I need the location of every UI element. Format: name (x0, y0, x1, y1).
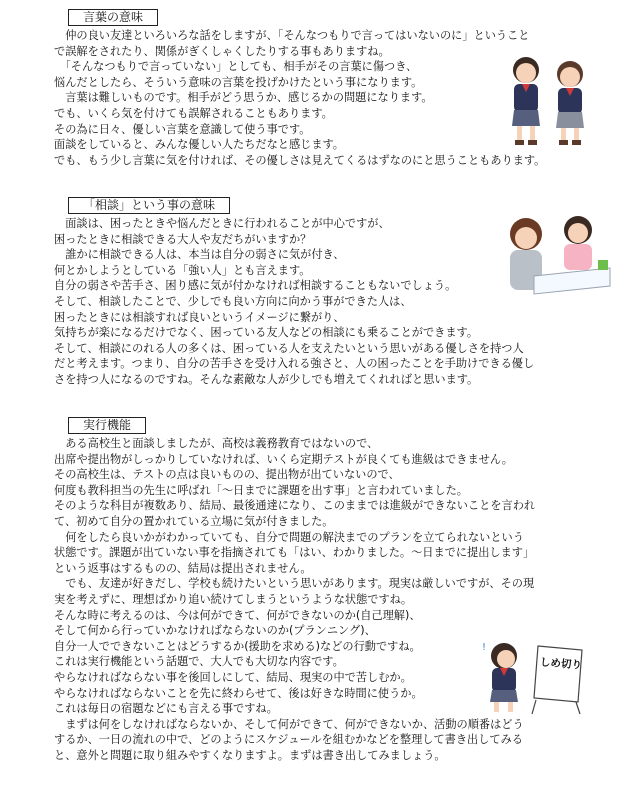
paragraph-line: まずは何をしなければならないか、そして何ができて、何ができないか、活動の順番はどう (54, 717, 524, 731)
paragraph-line: だと考えます。つまり、自分の苦手さを受け入れる強さと、人の困ったことを手助けできる優し (54, 357, 535, 371)
svg-text:!: ! (482, 642, 487, 653)
paragraph-line: 面談は、困ったときや悩んだときに行われることが中心ですが、 (54, 217, 390, 230)
schoolgirls-illustration (494, 48, 604, 148)
deadline-illustration (478, 636, 590, 716)
paragraph-line: そんな時に考えるのは、今は何ができて、何ができないのか(自己理解)、 (54, 608, 421, 622)
section-heading: 「相談」という事の意味 (68, 197, 230, 214)
paragraph-line: でも、友達が好きだし、学校も続けたいという思いがあります。現実は厳しいですが、その現 (54, 577, 535, 591)
paragraph-line: で誤解をされたり、関係がぎくしゃくしたりする事もありますね。 (54, 44, 390, 58)
paragraph-line: するか、一日の流れの中で、どのようにスケジュールを組むかなどを整理して書き出してみる (54, 733, 523, 747)
paragraph-line: 仲の良い友達といろいろな話をしますが、「そんなつもりで言ってはいないのに」ということ (54, 29, 530, 42)
paragraph-line: て、初めて自分の置かれている立場に気が付きました。 (54, 514, 334, 528)
paragraph-line: でも、もう少し言葉に気を付ければ、その優しさは見えてくるはずなのにと思うこともあります。 (54, 153, 546, 167)
paragraph-line: でも、いくら気を付けても誤解されることもあります。 (54, 106, 333, 120)
paragraph-line: ある高校生と面談しましたが、高校は義務教育ではないので、 (54, 437, 379, 450)
paragraph-line: そして、相談したことで、少しでも良い方向に向かう事ができた人は、 (54, 294, 412, 308)
paragraph-line: 何をしたら良いかがわかっていても、自分で問題の解決までのプランを立てられないという (54, 530, 524, 544)
paragraph-line: 気持ちが楽になるだけでなく、困っている友人などの相談にも乗ることができます。 (54, 326, 479, 340)
section-heading: 実行機能 (68, 417, 146, 434)
paragraph-line: 誰かに相談できる人は、本当は自分の弱さに気が付き、 (54, 248, 345, 262)
paragraph-line: そのような科目が複数あり、結局、最後通達になり、このままでは進級ができないことを言われ (54, 499, 536, 513)
section-heading: 言葉の意味 (68, 9, 158, 26)
paragraph-line: 出席や提出物がしっかりしていなければ、いくら定期テストが良くても進級はできません。 (54, 452, 513, 466)
paragraph-line: これは毎日の宿題などにも言える事ですね。 (54, 702, 278, 716)
paragraph-line: 何とかしようとしている「強い人」とも言えます。 (54, 263, 311, 277)
deadline-sign-label: しめ切り (539, 656, 583, 672)
paragraph-line: これは実行機能という話題で、大人でも大切な内容です。 (54, 655, 344, 669)
paragraph-line: 状態です。課題が出ていない事を指摘されても「はい、わかりました。～日までに提出します」 (54, 546, 535, 560)
paragraph-line: やらなければならない事を後回しにして、結局、現実の中で苦しむか。 (54, 670, 412, 684)
paragraph-line: さを持つ人になるのですね。そんな素敵な人が少しでも増えてくれればと思います。 (54, 372, 479, 386)
paragraph-line: 何度も教科担当の先生に呼ばれ「～日までに課題を出す事」と言われていました。 (54, 483, 468, 497)
paragraph-line: 困ったときに相談できる大人や友だちがいますか？ (54, 232, 312, 246)
paragraph-line: 実を考えずに、理想ばかり追い続けてしまうというような状態ですね。 (54, 592, 413, 606)
paragraph-line: 「そんなつもりで言っていない」としても、相手がその言葉に傷つき、 (54, 60, 418, 74)
paragraph-line: 困ったときには相談すれば良いというイメージに繋がり、 (54, 310, 345, 324)
paragraph-line: そして何から行っていかなければならないのか(プランニング)、 (54, 624, 376, 638)
paragraph-line: その為に日々、優しい言葉を意識して使う事です。 (54, 122, 311, 136)
paragraph-line: やらなければならないことを先に終わらせて、後は好きな時間に使うか。 (54, 686, 423, 700)
paragraph-line: 悩んだとしたら、そういう意味の言葉を投げかけたという事になります。 (54, 75, 423, 89)
counseling-illustration (494, 208, 612, 304)
paragraph-line: そして、相談にのれる人の多くは、困っている人を支えたいという思いがある優しさを持つ人 (54, 341, 524, 355)
paragraph-line: 自分一人でできないことはどうするか(援助を求める)などの行動ですね。 (54, 639, 421, 653)
paragraph-line: という返事はするものの、結局は提出されません。 (54, 561, 312, 575)
paragraph-line: 自分の弱さや苦手さ、困り感に気が付かなければ相談することもないでしょう。 (54, 279, 457, 293)
paragraph-line: と、意外と問題に取り組みやすくなりますよ。まずは書き出してみましょう。 (54, 748, 446, 762)
paragraph-line: 面談をしていると、みんな優しい人たちだなと感じます。 (54, 138, 344, 152)
paragraph-line: 言葉は難しいものです。相手がどう思うか、感じるかの問題になります。 (54, 91, 433, 105)
paragraph-line: その高校生は、テストの点は良いものの、提出物が出ていないので、 (54, 468, 400, 482)
